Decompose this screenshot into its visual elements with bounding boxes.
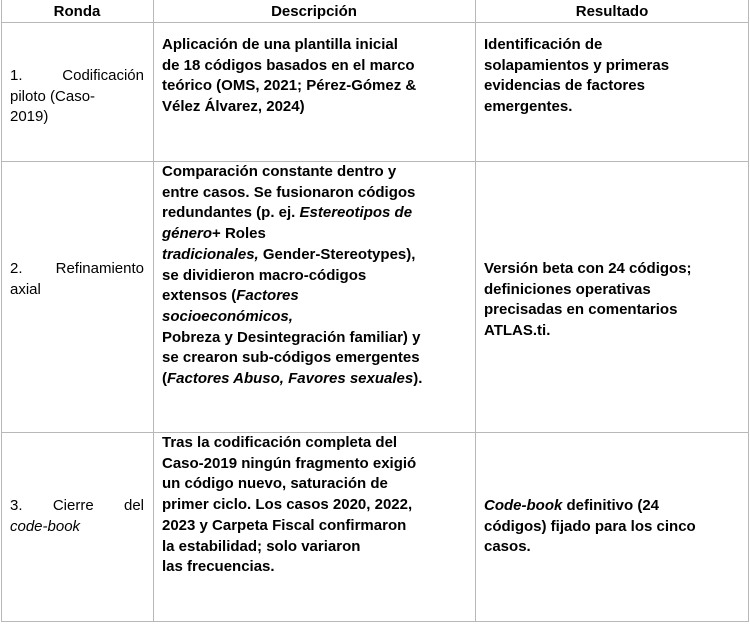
header-ronda: Ronda xyxy=(53,3,101,20)
descripcion-cell xyxy=(153,162,475,432)
italic-code-book: code-book xyxy=(10,517,81,535)
resultado-cell xyxy=(475,23,749,161)
ronda-line xyxy=(10,517,144,538)
descripcion-line: teórico (OMS, 2021; Pérez-Gómez & xyxy=(162,77,417,95)
resultado-line: Versión beta con 24 códigos; xyxy=(484,260,692,277)
descripcion-line: se dividieron macro-códigos xyxy=(162,266,367,284)
text-run: definitivo (24 xyxy=(562,497,660,514)
italic-code-name: tradicionales, xyxy=(162,245,259,263)
descripcion-line xyxy=(162,307,466,328)
text-run: ). xyxy=(413,370,423,388)
text-run: ( xyxy=(162,370,167,388)
descripcion-line: 2023 y Carpeta Fiscal confirmaron xyxy=(162,516,407,534)
ronda-line: 2. Refinamiento xyxy=(10,260,144,277)
descripcion-line: Tras la codificación completa del xyxy=(162,434,398,451)
descripcion-cell xyxy=(153,433,475,621)
descripcion-line: Vélez Álvarez, 2024) xyxy=(162,98,305,116)
resultado-line: ATLAS.ti. xyxy=(484,322,551,340)
table-row xyxy=(1,23,749,161)
descripcion-line xyxy=(162,224,466,245)
resultado-cell xyxy=(475,162,749,432)
italic-code-name: Factores xyxy=(236,287,299,305)
resultado-line: precisadas en comentarios xyxy=(484,301,678,319)
table-row xyxy=(1,433,749,621)
descripcion-line: se crearon sub-códigos emergentes xyxy=(162,349,420,367)
descripcion-line: primer ciclo. Los casos 2020, 2022, xyxy=(162,496,413,514)
text-run: redundantes (p. ej. xyxy=(162,204,300,222)
resultado-line: evidencias de factores xyxy=(484,77,645,95)
descripcion-line xyxy=(162,286,466,307)
table-border-bottom xyxy=(1,621,749,622)
text-run: + Roles xyxy=(212,225,266,243)
descripcion-line: Caso-2019 ningún fragmento exigió xyxy=(162,454,417,472)
methodology-table xyxy=(1,0,749,622)
ronda-line: piloto (Caso- xyxy=(10,87,96,105)
italic-code-name: Estereotipos de xyxy=(299,204,413,222)
resultado-line: códigos) fijado para los cinco xyxy=(484,517,696,535)
ronda-line: axial xyxy=(10,280,41,298)
descripcion-line: Aplicación de una plantilla inicial xyxy=(162,36,398,53)
descripcion-line: la estabilidad; solo variaron xyxy=(162,537,361,555)
ronda-cell xyxy=(1,23,153,161)
ronda-line: 1. Codificación xyxy=(10,67,144,84)
descripcion-line: de 18 códigos basados en el marco xyxy=(162,56,415,74)
ronda-line: 2019) xyxy=(10,108,49,126)
ronda-line: 3. Cierre del xyxy=(10,497,144,514)
descripcion-line: las frecuencias. xyxy=(162,558,275,576)
resultado-line xyxy=(484,496,740,517)
descripcion-line: entre casos. Se fusionaron códigos xyxy=(162,183,416,201)
descripcion-line xyxy=(162,203,466,224)
descripcion-line xyxy=(162,369,466,390)
descripcion-line: Comparación constante dentro y xyxy=(162,163,397,180)
italic-code-name: género xyxy=(162,225,213,243)
descripcion-line: un código nuevo, saturación de xyxy=(162,475,388,493)
italic-code-book: Code-book xyxy=(484,497,563,514)
descripcion-line: Pobreza y Desintegración familiar) y xyxy=(162,328,421,346)
header-row xyxy=(1,0,749,22)
text-run: Gender-Stereotypes), xyxy=(258,245,416,263)
table-row xyxy=(1,162,749,432)
resultado-line: solapamientos y primeras xyxy=(484,56,670,74)
resultado-cell xyxy=(475,433,749,621)
header-descripcion: Descripción xyxy=(271,3,357,20)
ronda-cell xyxy=(1,162,153,432)
header-resultado: Resultado xyxy=(575,3,649,20)
descripcion-cell xyxy=(153,23,475,161)
text-run: extensos ( xyxy=(162,287,237,305)
italic-code-name: Factores Abuso, Favores sexuales xyxy=(167,370,414,388)
descripcion-line xyxy=(162,245,466,266)
ronda-cell xyxy=(1,433,153,621)
resultado-line: definiciones operativas xyxy=(484,280,651,298)
resultado-line: Identificación de xyxy=(484,36,603,53)
italic-code-name: socioeconómicos, xyxy=(162,307,293,325)
resultado-line: emergentes. xyxy=(484,98,573,116)
resultado-line: casos. xyxy=(484,538,531,556)
